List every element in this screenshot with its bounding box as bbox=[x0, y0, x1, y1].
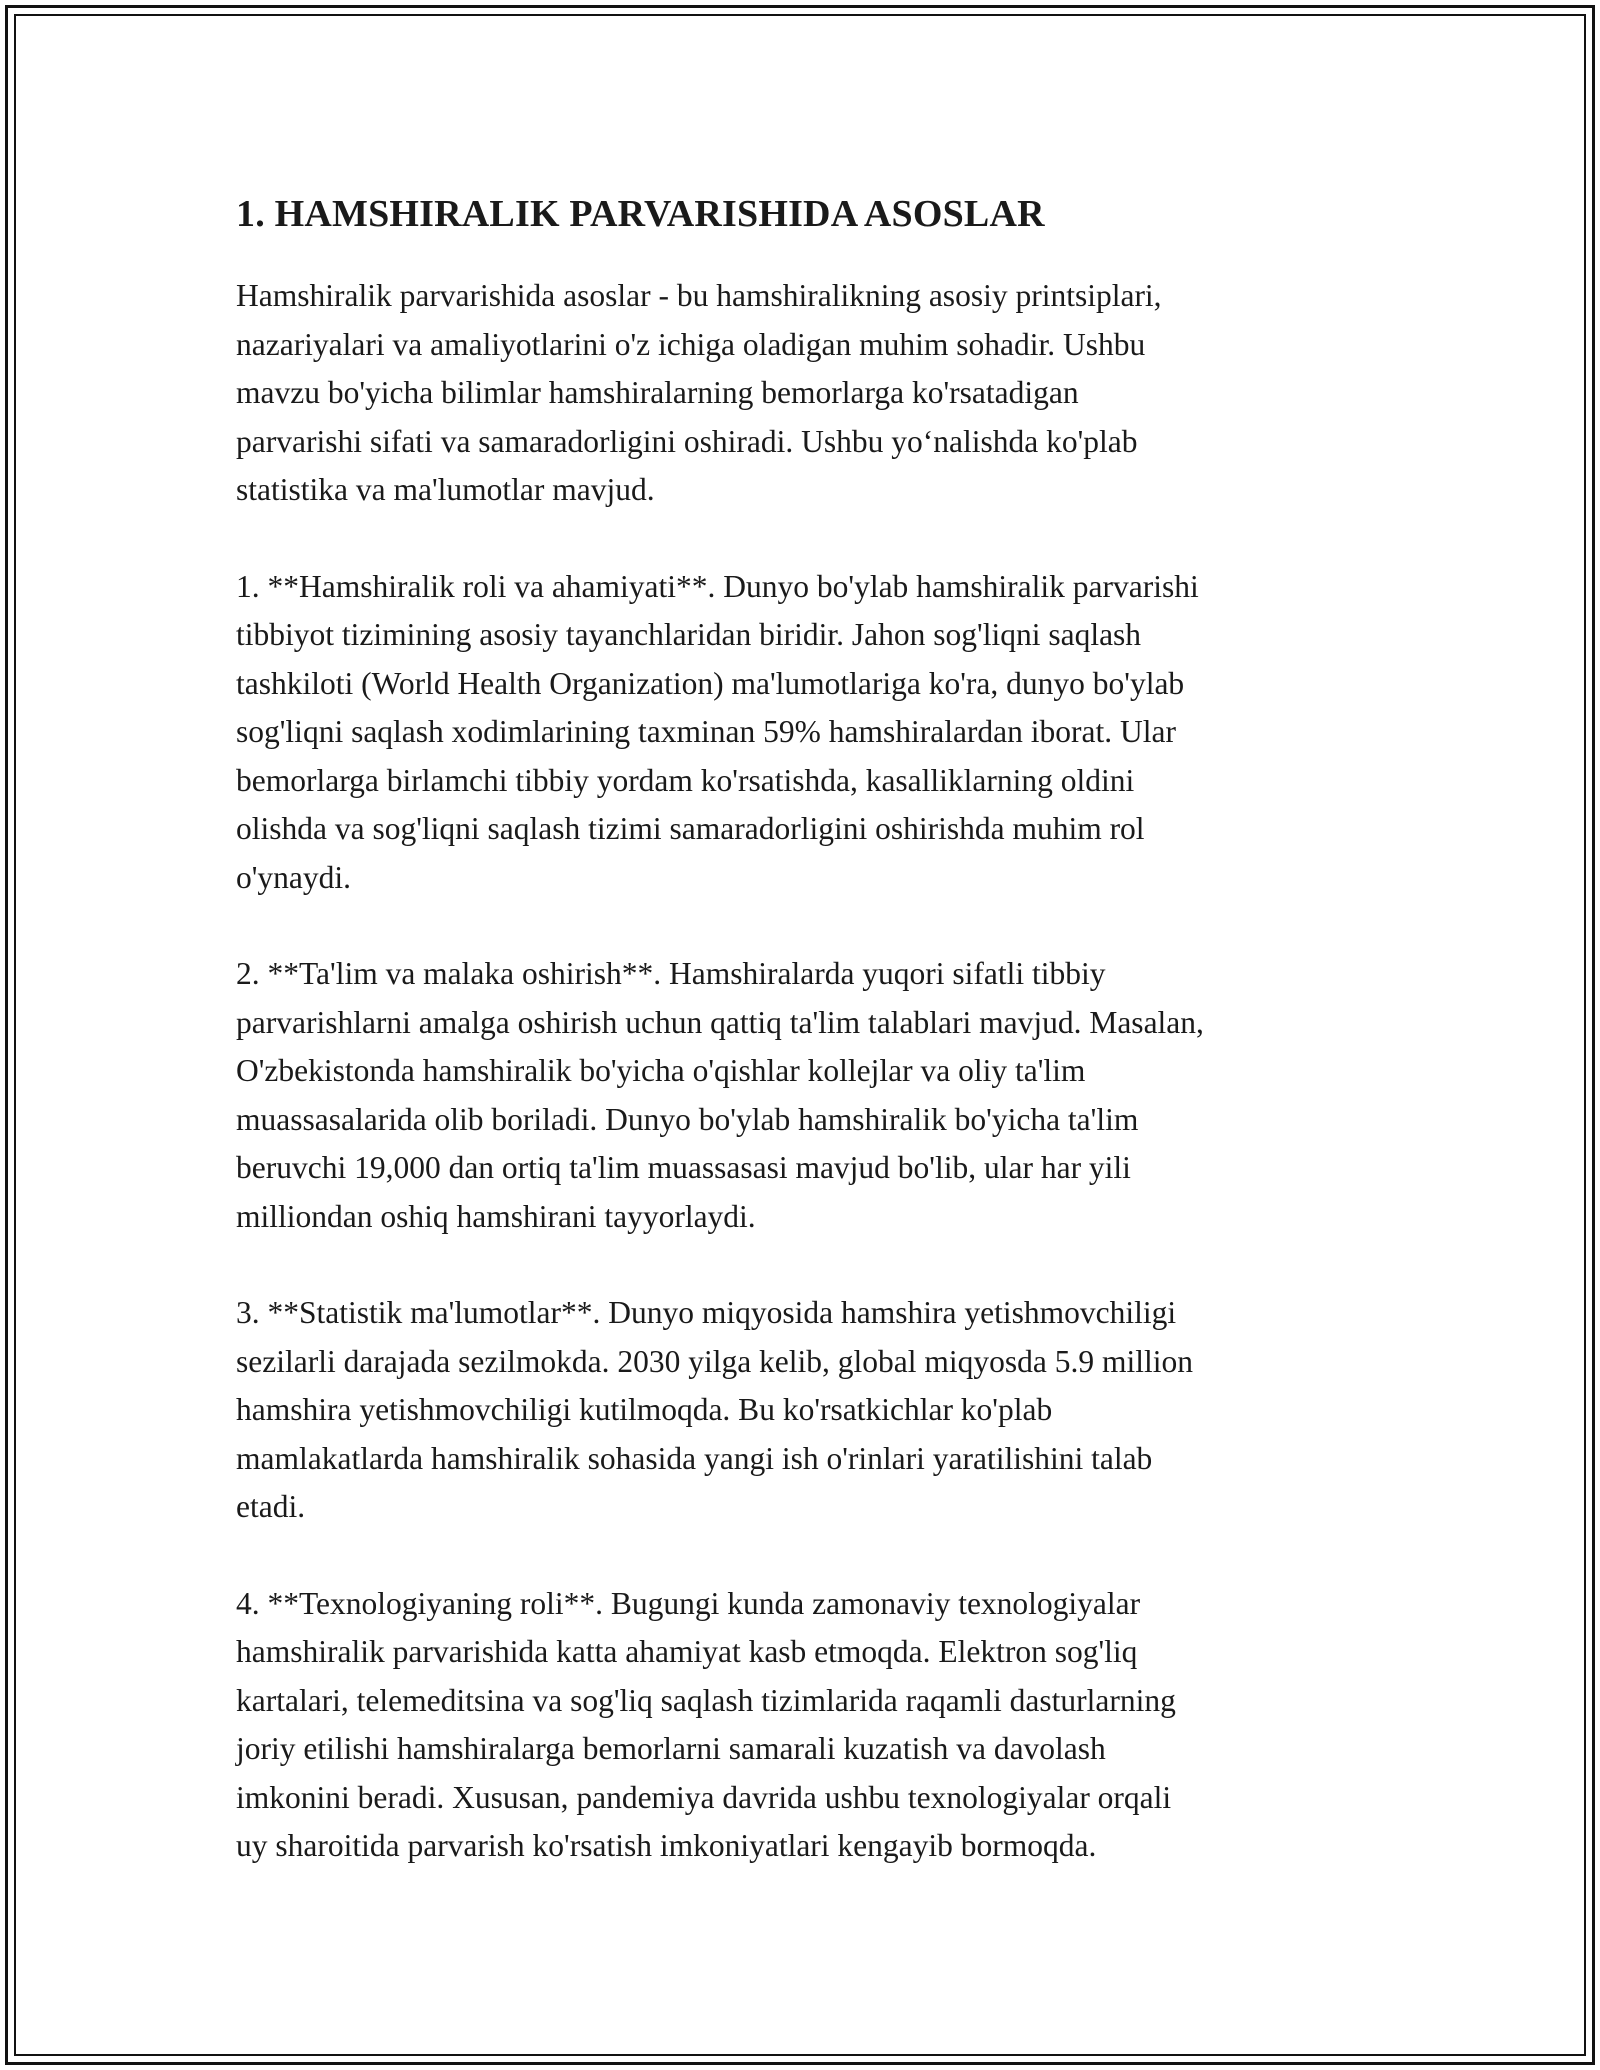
document-title: 1. HAMSHIRALIK PARVARISHIDA ASOSLAR bbox=[236, 193, 1045, 235]
paragraph-education: 2. **Ta'lim va malaka oshirish**. Hamshiralarda yuqori sifatli tibbiy parvarishlarni amalga oshirish uchun qattiq ta'lim talablari mavjud. Masalan, O'zbekistonda hamshiralik bo'yicha o'qishlar kollejlar va oliy ta'lim muassasalarida olib boriladi. Dunyo bo'ylab hamshiralik bo'yicha ta'lim beruvchi 19,000 dan ortiq ta'lim muassasasi mavjud bo'lib, ular har yili milliondan oshiq hamshirani tayyorlaydi. bbox=[236, 956, 1204, 1234]
paragraph-technology: 4. **Texnologiyaning roli**. Bugungi kunda zamonaviy texnologiyalar hamshiralik parvarishida katta ahamiyat kasb etmoqda. Elektron sog'liq kartalari, telemeditsina va sog'liq saqlash tizimlarida raqamli dasturlarning joriy etilishi hamshiralarga bemorlarni samarali kuzatish va davolash imkonini beradi. Xususan, pandemiya davrida ushbu texnologiyalar orqali uy sharoitida parvarish ko'rsatish imkoniyatlari kengayib bormoqda. bbox=[236, 1585, 1176, 1863]
paragraph-statistics: 3. **Statistik ma'lumotlar**. Dunyo miqyosida hamshira yetishmovchiligi sezilarli darajada sezilmokda. 2030 yilga kelib, global miqyosda 5.9 million hamshira yetishmovchiligi kutilmoqda. Bu ko'rsatkichlar ko'plab mamlakatlarda hamshiralik sohasida yangi ish o'rinlari yaratilishini talab etadi. bbox=[236, 1295, 1194, 1524]
paragraph-nursing-role: 1. **Hamshiralik roli va ahamiyati**. Dunyo bo'ylab hamshiralik parvarishi tibbiyot tizimining asosiy tayanchlaridan biridir. Jahon sog'liqni saqlash tashkiloti (World Health Organization) ma'lumotlariga ko'ra, dunyo bo'ylab sog'liqni saqlash xodimlarining taxminan 59% hamshiralardan iborat. Ular bemorlarga birlamchi tibbiy yordam ko'rsatishda, kasalliklarning oldini olishda va sog'liqni saqlash tizimi samaradorligini oshirishda muhim rol o'ynaydi. bbox=[236, 568, 1199, 895]
intro-paragraph: Hamshiralik parvarishida asoslar - bu hamshiralikning asosiy printsiplari, nazariyalari va amaliyotlarini o'z ichiga oladigan muhim sohadir. Ushbu mavzu bo'yicha bilimlar hamshiralarning bemorlarga ko'rsatadigan parvarishi sifati va samaradorligini oshiradi. Ushbu yo‘nalishda ko'plab statistika va ma'lumotlar mavjud. bbox=[236, 278, 1162, 507]
document-body bbox=[236, 190, 1386, 1919]
